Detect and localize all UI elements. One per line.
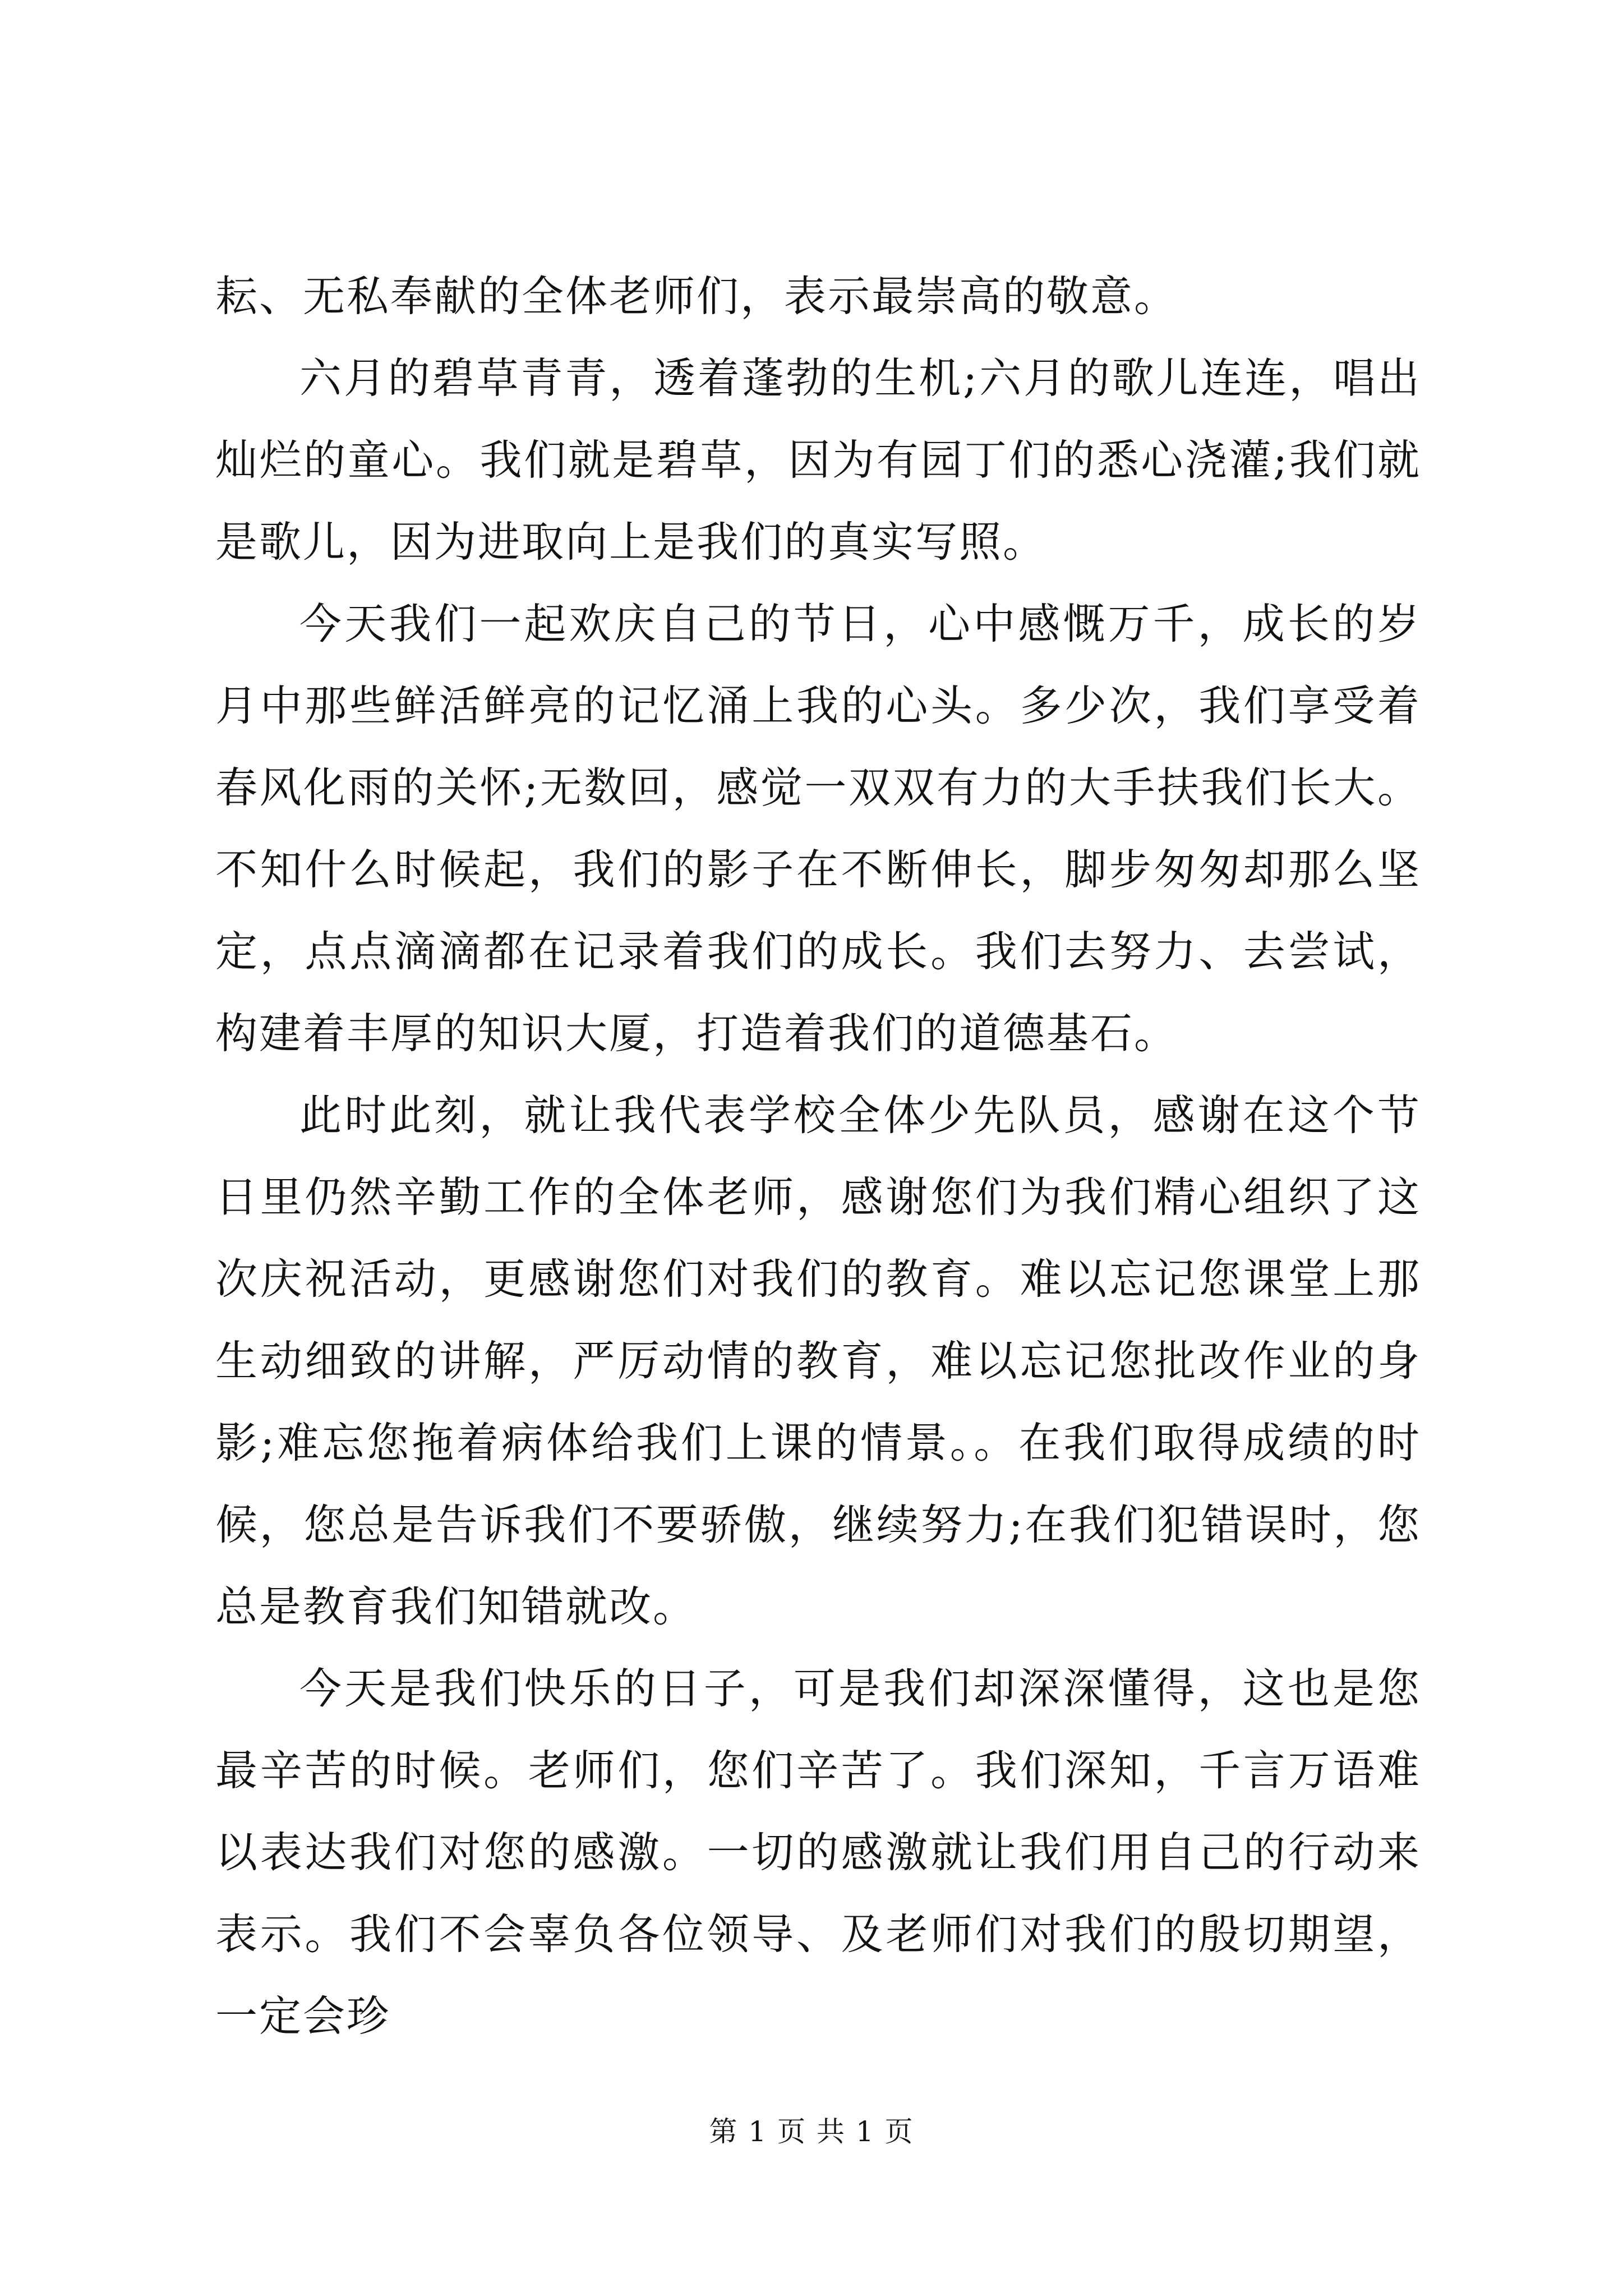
paragraph-2: 六月的碧草青青，透着蓬勃的生机;六月的歌儿连连，唱出灿烂的童心。我们就是碧草，因为有园丁们的悉心浇灌;我们就是歌儿，因为进取向上是我们的真实写照。	[215, 353, 1421, 567]
paragraph-3: 今天我们一起欢庆自己的节日，心中感慨万千，成长的岁月中那些鲜活鲜亮的记忆涌上我的心头。多少次，我们享受着春风化雨的关怀;无数回，感觉一双双有力的大手扶我们长大。不知什么时候起，我们的影子在不断伸长，脚步匆匆却那么坚定，点点滴滴都在记录着我们的成长。我们去努力、去尝试，构建着丰厚的知识大厦，打造着我们的道德基石。	[215, 599, 1421, 1058]
paragraph-4: 此时此刻，就让我代表学校全体少先队员，感谢在这个节日里仍然辛勤工作的全体老师，感谢您们为我们精心组织了这次庆祝活动，更感谢您们对我们的教育。难以忘记您课堂上那生动细致的讲解，严厉动情的教育，难以忘记您批改作业的身影;难忘您拖着病体给我们上课的情景。。在我们取得成绩的时候，您总是告诉我们不要骄傲，继续努力;在我们犯错误时，您总是教育我们知错就改。	[215, 1091, 1421, 1631]
page-number-footer: 第 1 页 共 1 页	[709, 2115, 914, 2148]
paragraph-5: 今天是我们快乐的日子，可是我们却深深懂得，这也是您最辛苦的时候。老师们，您们辛苦了。我们深知，千言万语难以表达我们对您的感激。一切的感激就让我们用自己的行动来表示。我们不会辜负各位领导、及老师们对我们的殷切期望，一定会珍	[215, 1664, 1421, 2041]
document-body	[215, 255, 1421, 2057]
paragraph-1: 耘、无私奉献的全体老师们，表示最崇高的敬意。	[215, 272, 1178, 321]
